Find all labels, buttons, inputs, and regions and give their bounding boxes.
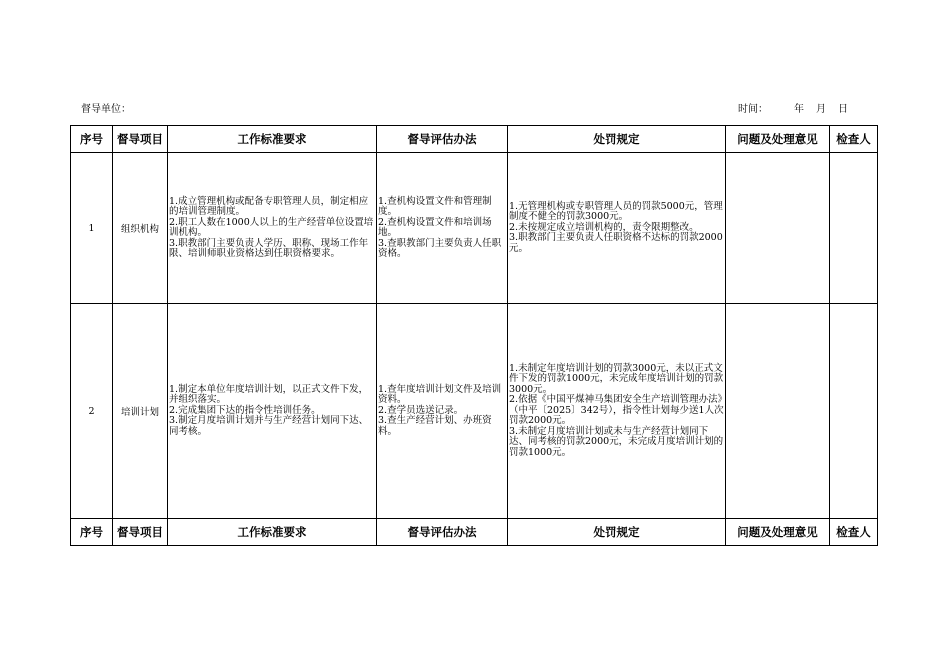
method-text: 2.查机构设置文件和培训场地。 bbox=[378, 216, 492, 238]
row-penalties bbox=[508, 304, 726, 519]
row-opinion-cell[interactable] bbox=[726, 304, 830, 519]
method-text: 1.查年度培训计划文件及培训资料。 bbox=[378, 383, 502, 406]
col-header-standards: 工作标准要求 bbox=[168, 126, 377, 153]
standard-text: 3.职教部门主要负责人学历、职称、现场工作年限、培训师职业资格达到任职资格要求。 bbox=[169, 237, 369, 259]
supervising-unit-label: 督导单位： bbox=[81, 104, 131, 115]
day-label: 日 bbox=[838, 104, 848, 115]
time-label: 时间： bbox=[738, 104, 768, 115]
col-header-inspector: 检查人 bbox=[830, 126, 878, 153]
row-methods bbox=[377, 153, 508, 304]
penalty-text: 1.未制定年度培训计划的罚款3000元，未以正式文件下发的罚款1000元，未完成年度培训计划的罚款3000元。 bbox=[509, 362, 724, 395]
standard-text: 1.制定本单位年度培训计划，以正式文件下发，并组织落实。 bbox=[169, 383, 369, 406]
penalty-text: 3.未制定月度培训计划或未与生产经营计划同下达、同考核的罚款2000元，未完成月度培训计划的罚款1000元。 bbox=[509, 425, 724, 458]
year-label: 年 bbox=[794, 104, 804, 115]
penalty-text: 1.无管理机构或专职管理人员的罚款5000元，管理制度不健全的罚款3000元。 bbox=[509, 200, 723, 223]
row-inspector-cell[interactable] bbox=[830, 304, 878, 519]
table-row bbox=[71, 304, 878, 519]
table-header-row bbox=[71, 126, 878, 153]
month-label: 月 bbox=[816, 104, 826, 115]
penalty-text: 3.职教部门主要负责人任职资格不达标的罚款2000元。 bbox=[509, 232, 723, 254]
penalty-text: 2.依据《中国平煤神马集团安全生产培训管理办法》（中平〔2025〕342号），指令性计划每少送1人次罚款2000元。 bbox=[509, 394, 724, 427]
col-header-penalties: 处罚规定 bbox=[508, 519, 726, 546]
col-header-no: 序号 bbox=[71, 519, 113, 546]
standard-text: 1.成立管理机构或配备专职管理人员，制定相应的培训管理制度。 bbox=[169, 195, 369, 217]
date-line bbox=[738, 100, 848, 115]
row-item: 培训计划 bbox=[113, 304, 168, 519]
penalty-text: 2.未按规定成立培训机构的，责令限期整改。 bbox=[509, 221, 699, 233]
table-row bbox=[71, 153, 878, 304]
col-header-methods: 督导评估办法 bbox=[377, 519, 508, 546]
row-number: 2 bbox=[71, 304, 113, 519]
method-text: 3.查职教部门主要负责人任职资格。 bbox=[378, 237, 502, 259]
col-header-opinion: 问题及处理意见 bbox=[726, 519, 830, 546]
table-footer-header-row bbox=[71, 519, 878, 546]
row-number: 1 bbox=[71, 153, 113, 304]
row-standards bbox=[168, 153, 377, 304]
method-text: 2.查学员选送记录。 bbox=[378, 404, 464, 416]
row-item: 组织机构 bbox=[113, 153, 168, 304]
method-text: 1.查机构设置文件和管理制度。 bbox=[378, 195, 492, 217]
standard-text: 2.职工人数在1000人以上的生产经营单位设置培训机构。 bbox=[169, 216, 374, 238]
col-header-item: 督导项目 bbox=[113, 126, 168, 153]
row-methods bbox=[377, 304, 508, 519]
method-text: 3.查生产经营计划、办班资料。 bbox=[378, 415, 492, 437]
col-header-inspector: 检查人 bbox=[830, 519, 878, 546]
col-header-item: 督导项目 bbox=[113, 519, 168, 546]
col-header-standards: 工作标准要求 bbox=[168, 519, 377, 546]
standard-text: 3.制定月度培训计划并与生产经营计划同下达、同考核。 bbox=[169, 415, 369, 437]
row-opinion-cell[interactable] bbox=[726, 153, 830, 304]
col-header-opinion: 问题及处理意见 bbox=[726, 126, 830, 153]
col-header-no: 序号 bbox=[71, 126, 113, 153]
col-header-methods: 督导评估办法 bbox=[377, 126, 508, 153]
row-penalties bbox=[508, 153, 726, 304]
col-header-penalties: 处罚规定 bbox=[508, 126, 726, 153]
row-standards bbox=[168, 304, 377, 519]
inspection-table bbox=[70, 125, 878, 546]
row-inspector-cell[interactable] bbox=[830, 153, 878, 304]
standard-text: 2.完成集团下达的指令性培训任务。 bbox=[169, 404, 321, 416]
